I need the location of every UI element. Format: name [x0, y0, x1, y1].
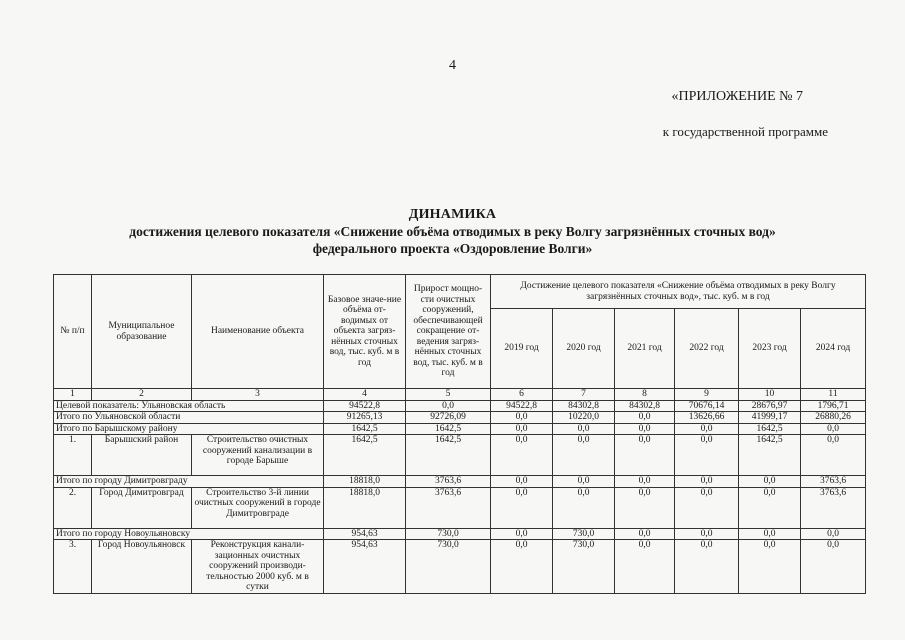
value-cell: 0,0: [491, 435, 553, 476]
value-cell: 0,0: [675, 540, 739, 594]
value-cell: 0,0: [801, 540, 866, 594]
value-cell: 0,0: [553, 476, 615, 488]
value-cell: 0,0: [553, 487, 615, 528]
header-num: № п/п: [54, 275, 92, 389]
column-number: 6: [491, 389, 553, 401]
value-cell: 94522,8: [491, 400, 553, 412]
value-cell: 954,63: [324, 528, 406, 540]
summary-label: Итого по городу Новоульяновску: [54, 528, 324, 540]
column-number: 11: [801, 389, 866, 401]
value-cell: 0,0: [739, 476, 801, 488]
value-cell: 70676,14: [675, 400, 739, 412]
summary-row: [54, 476, 866, 488]
value-cell: 0,0: [491, 528, 553, 540]
value-cell: 0,0: [553, 435, 615, 476]
value-cell: 0,0: [615, 412, 675, 424]
value-cell: 0,0: [739, 528, 801, 540]
heading-line-2: федерального проекта «Оздоровление Волги»: [312, 241, 593, 256]
header-object: Наименование объекта: [192, 275, 324, 389]
value-cell: 954,63: [324, 540, 406, 594]
value-cell: 0,0: [675, 487, 739, 528]
value-cell: 730,0: [553, 540, 615, 594]
object-name-cell: Строительство 3-й линии очистных сооружений в городе Димитровграде: [192, 487, 324, 528]
value-cell: 3763,6: [406, 487, 491, 528]
column-number: 8: [615, 389, 675, 401]
value-cell: 0,0: [675, 435, 739, 476]
header-capacity-growth: Прирост мощно-сти очистных сооружений, обеспечивающей сокращение от-ведения загряз-нённых сточных вод, тыс. куб. м в год: [406, 275, 491, 389]
object-row: [54, 435, 866, 476]
column-number-row: [54, 389, 866, 401]
value-cell: 92726,09: [406, 412, 491, 424]
column-number: 2: [92, 389, 192, 401]
value-cell: 0,0: [615, 476, 675, 488]
row-number: 2.: [54, 487, 92, 528]
value-cell: 0,0: [739, 540, 801, 594]
row-number: 1.: [54, 435, 92, 476]
value-cell: 91265,13: [324, 412, 406, 424]
value-cell: 0,0: [675, 423, 739, 435]
header-municipality: Муниципальное образование: [92, 275, 192, 389]
value-cell: 26880,26: [801, 412, 866, 424]
value-cell: 0,0: [675, 528, 739, 540]
value-cell: 0,0: [491, 540, 553, 594]
value-cell: 0,0: [553, 423, 615, 435]
column-number: 1: [54, 389, 92, 401]
value-cell: 730,0: [406, 540, 491, 594]
value-cell: 1642,5: [739, 423, 801, 435]
municipality-cell: Город Новоульяновск: [92, 540, 192, 594]
object-row: [54, 487, 866, 528]
value-cell: 1642,5: [406, 435, 491, 476]
value-cell: 10220,0: [553, 412, 615, 424]
appendix-title: «ПРИЛОЖЕНИЕ № 7: [671, 89, 803, 104]
value-cell: 0,0: [615, 528, 675, 540]
column-number: 7: [553, 389, 615, 401]
value-cell: 1796,71: [801, 400, 866, 412]
column-number: 5: [406, 389, 491, 401]
value-cell: 0,0: [615, 487, 675, 528]
heading-title: ДИНАМИКА: [408, 207, 497, 222]
municipality-cell: Барышский район: [92, 435, 192, 476]
table-body: [54, 389, 866, 594]
summary-label: Итого по городу Димитровграду: [54, 476, 324, 488]
summary-row: [54, 528, 866, 540]
value-cell: 3763,6: [406, 476, 491, 488]
column-number: 10: [739, 389, 801, 401]
column-number: 3: [192, 389, 324, 401]
heading-line-1: достижения целевого показателя «Снижение объёма отводимых в реку Волгу загрязнённых сточных вод»: [129, 224, 776, 239]
value-cell: 18818,0: [324, 476, 406, 488]
value-cell: 730,0: [406, 528, 491, 540]
value-cell: 0,0: [739, 487, 801, 528]
dynamics-table: [53, 274, 866, 594]
value-cell: 18818,0: [324, 487, 406, 528]
header-achievement: Достижение целевого показателя «Снижение объёма отводимых в реку Волгу загрязнённых сточных вод», тыс. куб. м в год: [491, 275, 866, 309]
value-cell: 0,0: [615, 423, 675, 435]
header-year: 2021 год: [615, 309, 675, 389]
value-cell: 1642,5: [739, 435, 801, 476]
value-cell: 0,0: [801, 423, 866, 435]
object-name-cell: Реконструкция канали-зационных очистных сооружений производи-тельностью 2000 куб. м в сутки: [192, 540, 324, 594]
value-cell: 84302,8: [615, 400, 675, 412]
value-cell: 0,0: [801, 435, 866, 476]
summary-label: Целевой показатель: Ульяновская область: [54, 400, 324, 412]
value-cell: 13626,66: [675, 412, 739, 424]
value-cell: 1642,5: [324, 435, 406, 476]
value-cell: 3763,6: [801, 476, 866, 488]
column-number: 9: [675, 389, 739, 401]
summary-label: Итого по Барышскому району: [54, 423, 324, 435]
header-year: 2024 год: [801, 309, 866, 389]
column-number: 4: [324, 389, 406, 401]
header-year: 2022 год: [675, 309, 739, 389]
object-name-cell: Строительство очистных сооружений канализации в городе Барыше: [192, 435, 324, 476]
header-year: 2020 год: [553, 309, 615, 389]
object-row: [54, 540, 866, 594]
value-cell: 3763,6: [801, 487, 866, 528]
header-year: 2023 год: [739, 309, 801, 389]
value-cell: 0,0: [801, 528, 866, 540]
value-cell: 41999,17: [739, 412, 801, 424]
value-cell: 84302,8: [553, 400, 615, 412]
document-heading: [0, 206, 905, 257]
value-cell: 0,0: [406, 400, 491, 412]
summary-row: [54, 412, 866, 424]
page-number: 4: [449, 58, 456, 73]
value-cell: 0,0: [615, 435, 675, 476]
value-cell: 0,0: [491, 487, 553, 528]
summary-label: Итого по Ульяновской области: [54, 412, 324, 424]
value-cell: 0,0: [491, 412, 553, 424]
value-cell: 1642,5: [324, 423, 406, 435]
value-cell: 0,0: [491, 476, 553, 488]
value-cell: 730,0: [553, 528, 615, 540]
value-cell: 0,0: [491, 423, 553, 435]
value-cell: 94522,8: [324, 400, 406, 412]
value-cell: 28676,97: [739, 400, 801, 412]
value-cell: 1642,5: [406, 423, 491, 435]
summary-row: [54, 400, 866, 412]
summary-row: [54, 423, 866, 435]
value-cell: 0,0: [675, 476, 739, 488]
header-year: 2019 год: [491, 309, 553, 389]
appendix-subtitle: к государственной программе: [662, 124, 828, 139]
header-base-volume: Базовое значе-ние объёма от-водимых от объекта загряз-нённых сточных вод, тыс. куб. м в год: [324, 275, 406, 389]
value-cell: 0,0: [615, 540, 675, 594]
municipality-cell: Город Димитровград: [92, 487, 192, 528]
row-number: 3.: [54, 540, 92, 594]
